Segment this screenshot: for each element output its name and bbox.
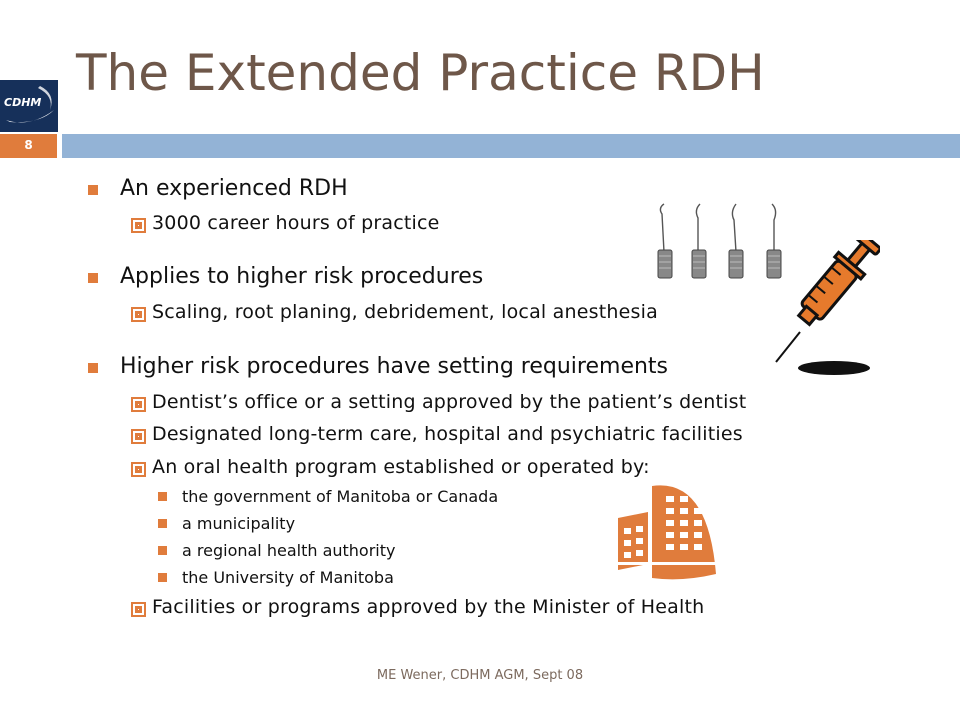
bullet-1: An experienced RDH [120, 176, 348, 201]
syringe-image [770, 240, 880, 380]
bullet-3-sub-3-item-3: a regional health authority [182, 541, 396, 560]
slide-footer: ME Wener, CDHM AGM, Sept 08 [376, 668, 584, 683]
bullet-3-sub-1: Dentist’s office or a setting approved by the patient’s dentist [152, 391, 747, 413]
bullet-3-sub-3-item-1: the government of Manitoba or Canada [182, 487, 499, 506]
bullet-3-sub-3-item-4: the University of Manitoba [182, 568, 394, 587]
dental-instruments-image [650, 200, 790, 282]
bullet-3: Higher risk procedures have setting requirements [120, 354, 669, 379]
page-number: 8 [24, 138, 33, 152]
bullet-2-sub-1: Scaling, root planing, debridement, local anesthesia [152, 301, 658, 323]
bullet-3-sub-3: An oral health program established or operated by: [152, 456, 650, 478]
bullet-3-sub-2: Designated long-term care, hospital and psychiatric facilities [152, 423, 743, 445]
building-image [612, 478, 720, 584]
slide-title: The Extended Practice RDH [76, 44, 765, 102]
bullet-3-sub-3-item-2: a municipality [182, 514, 296, 533]
bullet-3-sub-4: Facilities or programs approved by the Minister of Health [152, 596, 705, 618]
bullet-1-sub-1: 3000 career hours of practice [152, 212, 440, 234]
logo-text: CDHM [4, 96, 42, 109]
bullet-2: Applies to higher risk procedures [120, 264, 484, 289]
